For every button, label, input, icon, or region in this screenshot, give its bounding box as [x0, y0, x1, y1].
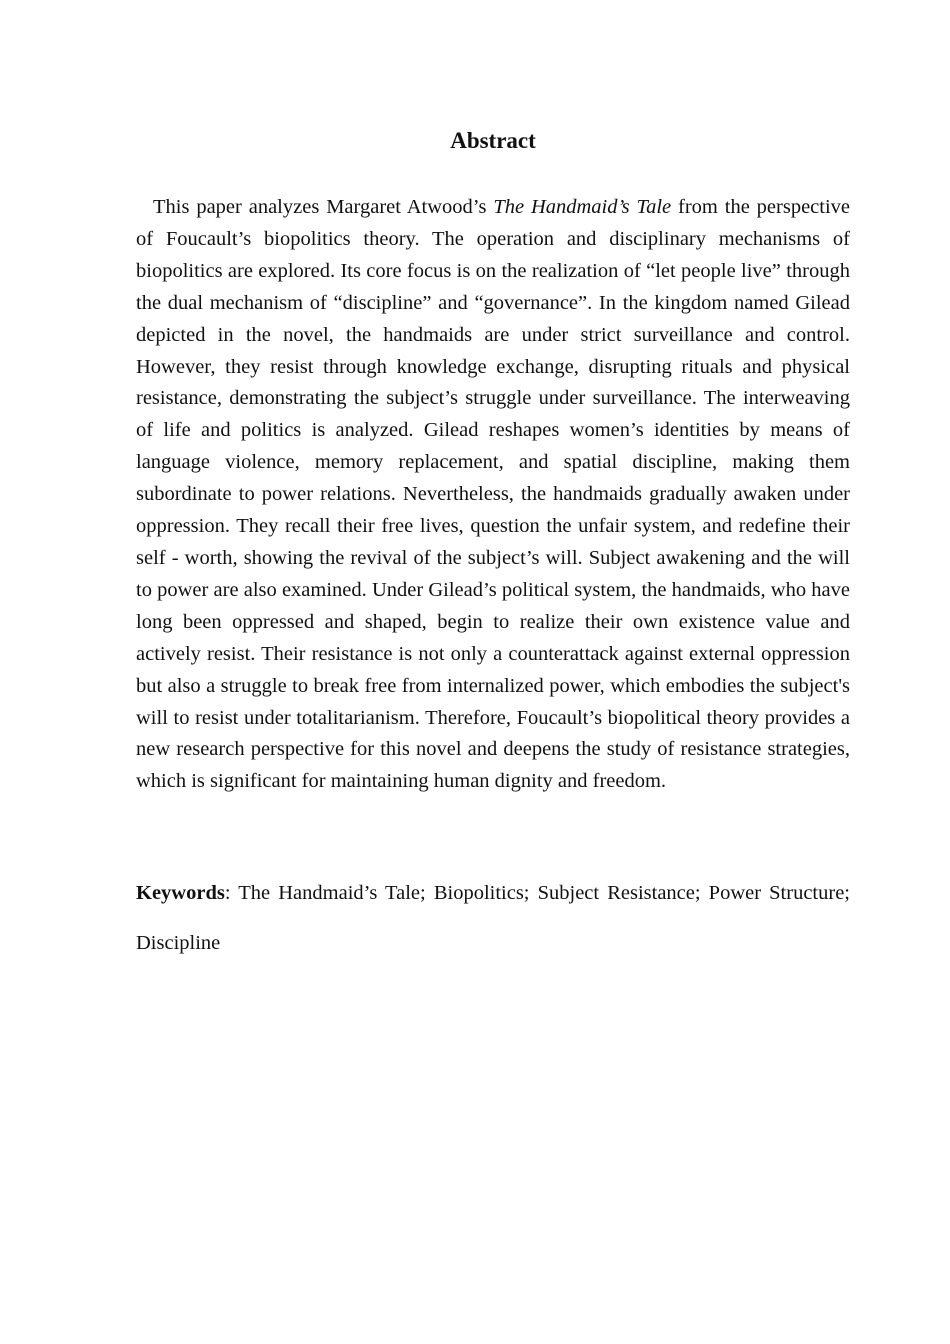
abstract-body [136, 192, 850, 798]
keywords-line [136, 868, 850, 968]
book-title: The Handmaid’s Tale [493, 196, 672, 218]
keywords-value: The Handmaid’s Tale; Biopolitics; Subject Resistance; Power Structure; Discipline [136, 882, 850, 954]
keywords-separator: : [224, 882, 231, 904]
abstract-heading: Abstract [450, 128, 536, 153]
keywords-label: Keywords [136, 882, 225, 904]
abstract-lead: This paper analyzes Margaret Atwood’s [153, 196, 494, 218]
abstract-rest: from the perspective of Foucault’s biopolitics theory. The operation and disciplinary mechanisms of biopolitics are explored. Its core focus is on the realization of “let people live” through the dual mechanism of “discipline” and “governance”. In the kingdom named Gilead depicted in the novel, the handmaids are under strict surveillance and control. However, they resist through knowledge exchange, disrupting rituals and physical resistance, demonstrating the subject’s struggle under surveillance. The interweaving of life and politics is analyzed. Gilead reshapes women’s identities by means of language violence, memory replacement, and spatial discipline, making them subordinate to power relations. Nevertheless, the handmaids gradually awaken under oppression. They recall their free lives, question the unfair system, and redefine their self - worth, showing the revival of the subject’s will. Subject awakening and the will to power are also examined. Under Gilead’s political system, the handmaids, who have long been oppressed and shaped, begin to realize their own existence value and actively resist. Their resistance is not only a counterattack against external oppression but also a struggle to break free from internalized power, which embodies the subject's will to resist under totalitarianism. Therefore, Foucault’s biopolitical theory provides a new research perspective for this novel and deepens the study of resistance strategies, which is significant for maintaining human dignity and freedom. [136, 196, 851, 793]
